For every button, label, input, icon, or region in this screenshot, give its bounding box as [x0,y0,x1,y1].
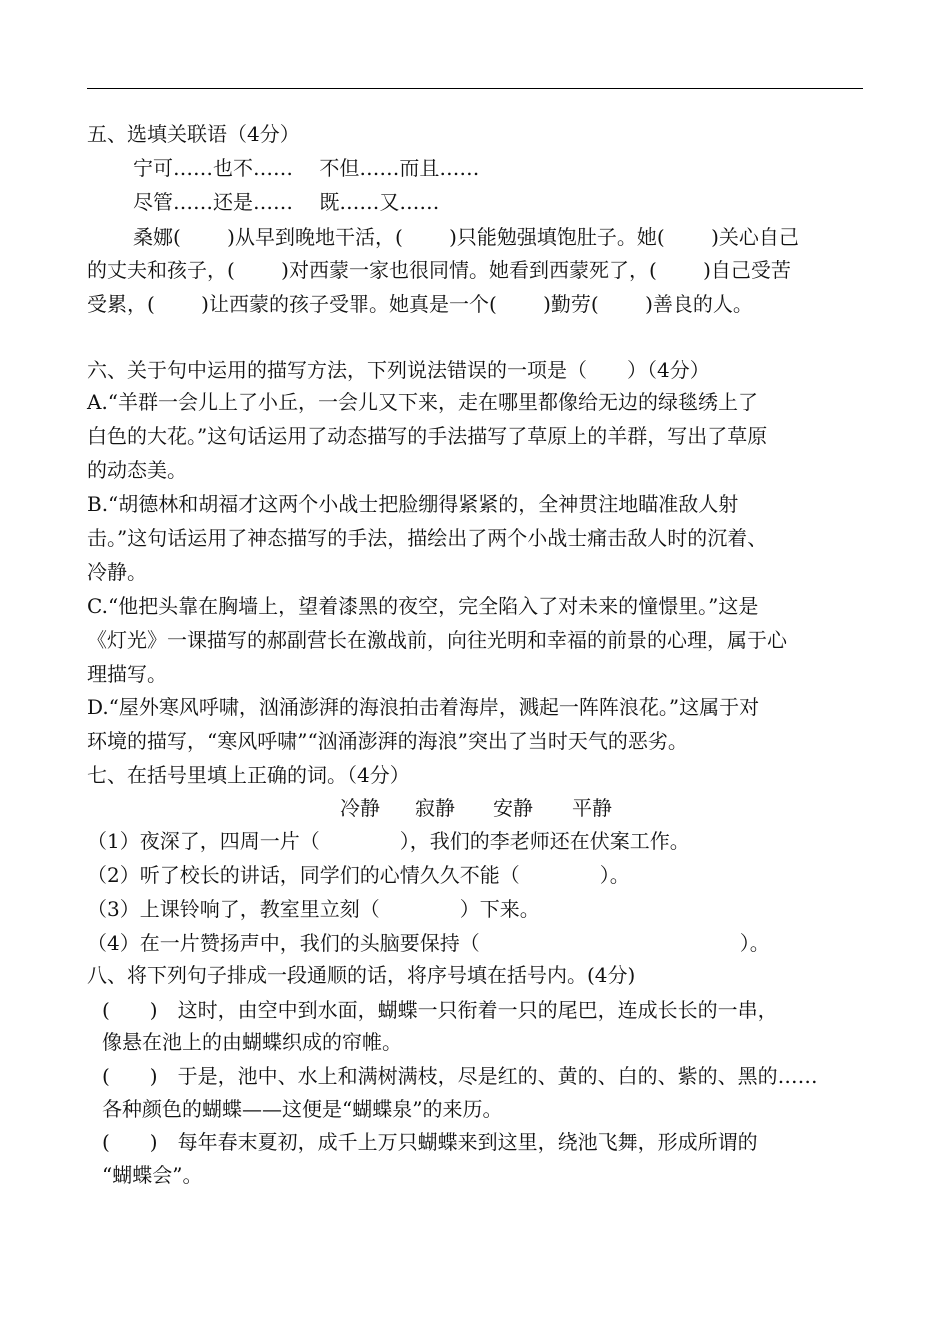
s8-item-3-line2: “蝴蝶会”。 [102,1163,203,1187]
s5-options-row2: 尽管……还是…… 既……又…… [133,190,440,214]
s5-line-1: 桑娜( )从早到晚地干活，( )只能勉强填饱肚子。她( )关心自己 [133,225,799,249]
s7-item-4: （4）在一片赞扬声中，我们的头脑要保持（ ）。 [87,931,770,955]
s7-word-4: 平静 [572,796,612,820]
s7-word-3: 安静 [493,796,533,820]
s7-word-1: 冷静 [340,796,380,820]
s8-heading: 八、将下列句子排成一段通顺的话，将序号填在括号内。(4分) [87,963,636,987]
s6-option-a-line1: A.“羊群一会儿上了小丘，一会儿又下来，走在哪里都像给无边的绿毯绣上了 [87,390,759,414]
s7-word-2: 寂静 [415,796,455,820]
s6-option-c-line2: 《灯光》一课描写的郝副营长在激战前，向往光明和幸福的前景的心理，属于心 [87,628,787,652]
s6-option-b-line2: 击。”这句话运用了神态描写的手法，描绘出了两个小战士痛击敌人时的沉着、 [87,526,768,550]
s7-item-3: （3）上课铃响了，教室里立刻（ ）下来。 [87,897,540,921]
s8-item-1-line2: 像悬在池上的由蝴蝶织成的帘帷。 [102,1030,402,1054]
s8-item-2-line1: ( ) 于是，池中、水上和满树满枝，尽是红的、黄的、白的、紫的、黑的…… [102,1064,818,1088]
s6-option-a-line2: 白色的大花。”这句话运用了动态描写的手法描写了草原上的羊群，写出了草原 [87,424,768,448]
s7-item-1: （1）夜深了，四周一片（ ），我们的李老师还在伏案工作。 [87,829,690,853]
s5-options-row1: 宁可……也不…… 不但……而且…… [133,156,480,180]
header-rule [87,88,863,89]
s6-heading: 六、关于句中运用的描写方法，下列说法错误的一项是（ ）（4分） [87,358,710,382]
s8-item-1-line1: ( ) 这时，由空中到水面，蝴蝶一只衔着一只的尾巴，连成长长的一串， [102,998,778,1022]
s5-line-3: 受累，( )让西蒙的孩子受罪。她真是一个( )勤劳( )善良的人。 [87,292,753,316]
s6-option-b-line1: B.“胡德林和胡福才这两个小战士把脸绷得紧紧的，全神贯注地瞄准敌人射 [87,492,739,516]
s6-option-c-line1: C.“他把头靠在胸墙上，望着漆黑的夜空，完全陷入了对未来的憧憬里。”这是 [87,594,759,618]
s5-line-2: 的丈夫和孩子，( )对西蒙一家也很同情。她看到西蒙死了，( )自己受苦 [87,258,791,282]
s7-item-2: （2）听了校长的讲话，同学们的心情久久不能（ ）。 [87,863,630,887]
s6-option-c-line3: 理描写。 [87,662,167,686]
s6-option-d-line1: D.“屋外寒风呼啸，汹涌澎湃的海浪拍击着海岸，溅起一阵阵浪花。”这属于对 [87,695,760,719]
s5-heading: 五、选填关联语（4分） [87,122,300,146]
s7-heading: 七、在括号里填上正确的词。（4分） [87,763,410,787]
s6-option-a-line3: 的动态美。 [87,458,187,482]
s8-item-2-line2: 各种颜色的蝴蝶——这便是“蝴蝶泉”的来历。 [102,1097,503,1121]
s8-item-3-line1: ( ) 每年春末夏初，成千上万只蝴蝶来到这里，绕池飞舞，形成所谓的 [102,1130,758,1154]
s6-option-d-line2: 环境的描写，“寒风呼啸”“汹涌澎湃的海浪”突出了当时天气的恶劣。 [87,729,688,753]
s6-option-b-line3: 冷静。 [87,560,147,584]
